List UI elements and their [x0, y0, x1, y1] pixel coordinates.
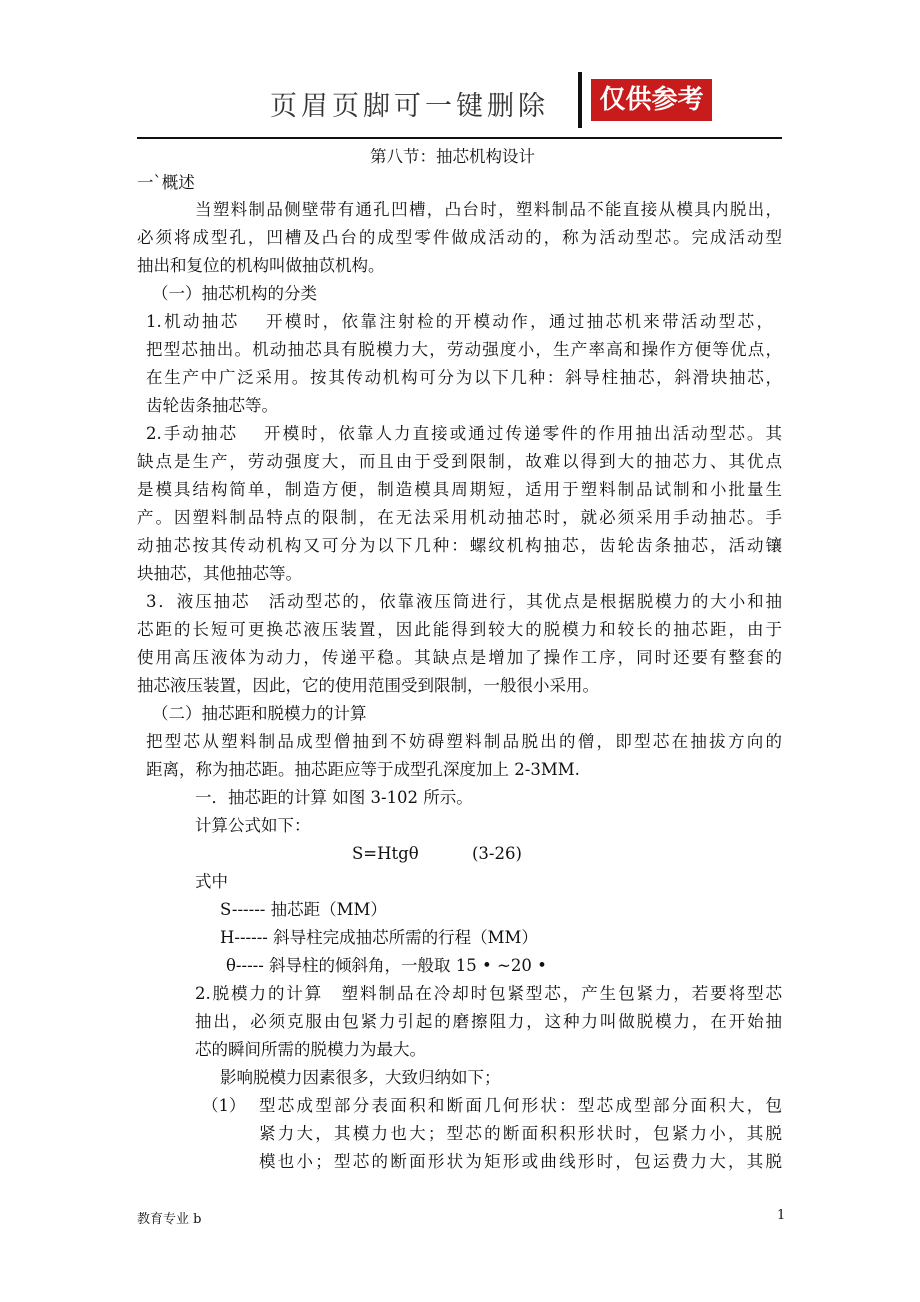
item3-line: 使用高压液体为动力，传递平稳。其缺点是增加了操作工序，同时还要有整套的: [137, 648, 782, 667]
formula-number: (3-26): [472, 844, 522, 863]
definition-line: θ----- 斜导柱的倾斜角，一般取 15 • ~20 •: [226, 956, 547, 975]
item1-line: 齿轮齿条抽芯等。: [146, 396, 278, 415]
factor-line: 型芯成型部分表面积和断面几何形状：型芯成型部分面积大，包: [259, 1096, 782, 1115]
item2-line: 产。因塑料制品特点的限制，在无法采用机动抽芯时，就必须采用手动抽芯。手: [137, 508, 782, 527]
item2-line: 2.手动抽芯 开模时，依靠人力直接或通过传递零件的作用抽出活动型芯。其: [146, 424, 782, 443]
definition-line: S------ 抽芯距（MM）: [220, 900, 387, 919]
force-line: 2.脱模力的计算 塑料制品在冷却时包紧型芯，产生包紧力，若要将型芯: [195, 984, 782, 1003]
page-number: 1: [777, 1208, 786, 1223]
header-watermark-text: 页眉页脚可一键删除: [270, 91, 549, 122]
section-title: 第八节：抽芯机构设计: [370, 147, 535, 166]
definition-line: H------ 斜导柱完成抽芯所需的行程（MM）: [220, 928, 538, 947]
item2-line: 缺点是生产，劳动强度大，而且由于受到限制，故难以得到大的抽芯力、其优点: [137, 452, 782, 471]
item1-line: 把型芯抽出。机动抽芯具有脱模力大，劳动强度小，生产率高和操作方便等优点，: [146, 340, 782, 359]
formula: S=Htgθ: [352, 844, 419, 863]
item1-line: 在生产中广泛采用。按其传动机构可分为以下几种：斜导柱抽芯，斜滑块抽芯，: [146, 368, 782, 387]
force-line: 抽出，必须克服由包紧力引起的磨擦阻力，这种力叫做脱模力，在开始抽: [195, 1012, 782, 1031]
para1-line: 当塑料制品侧壁带有通孔凹槽，凸台时，塑料制品不能直接从模具内脱出，: [195, 200, 782, 219]
force-line: 芯的瞬间所需的脱模力为最大。: [195, 1040, 426, 1059]
item1-line: 1.机动抽芯 开模时，依靠注射检的开模动作，通过抽芯机来带活动型芯，: [146, 312, 773, 331]
header-rule: [137, 137, 782, 139]
factor-line: 模也小；型芯的断面形状为矩形或曲线形时，包运费力大，其脱: [259, 1152, 782, 1171]
subheading-calculation: （二）抽芯距和脱模力的计算: [152, 704, 367, 723]
reference-only-badge: 仅供参考: [591, 79, 712, 121]
item3-line: 芯距的长短可更换芯液压装置，因此能得到较大的脱模力和较长的抽芯距，由于: [137, 620, 782, 639]
item2-line: 块抽芯，其他抽芯等。: [137, 564, 302, 583]
para1-line: 抽出和复位的机构叫做抽苡机构。: [137, 256, 385, 275]
factors-intro: 影响脱模力因素很多，大致归纳如下；: [220, 1068, 501, 1087]
header-separator: [578, 72, 582, 128]
item3-line: 抽芯液压装置，因此，它的使用范围受到限制，一般很小采用。: [137, 676, 599, 695]
where-label: 式中: [195, 872, 228, 891]
item3-line: 3．液压抽芯 活动型芯的，依靠液压筒进行，其优点是根据脱模力的大小和抽: [146, 592, 782, 611]
subheading-classification: （一）抽芯机构的分类: [152, 284, 317, 303]
factor-line: 紧力大，其模力也大；型芯的断面积积形状时，包紧力小，其脱: [259, 1124, 782, 1143]
overview-heading: 一`概述: [137, 173, 195, 192]
item2-line: 是模具结构简单，制造方便，制造模具周期短，适用于塑料制品试制和小批量生: [137, 480, 782, 499]
item2-line: 动抽芯按其传动机构又可分为以下几种：螺纹机构抽芯，齿轮齿条抽芯，活动镶: [137, 536, 782, 555]
para2-line: 把型芯从塑料制品成型僧抽到不妨碍塑料制品脱出的僧，即型芯在抽拔方向的: [146, 732, 782, 751]
para1-line: 必须将成型孔，凹槽及凸台的成型零件做成活动的，称为活动型芯。完成活动型: [137, 228, 782, 247]
factor-number: （1）: [202, 1096, 246, 1115]
footer-label: 教育专业 b: [137, 1212, 202, 1227]
para2-line: 距离，称为抽芯距。抽芯距应等于成型孔深度加上 2-3MM.: [146, 760, 580, 779]
calc-heading: 一．抽芯距的计算 如图 3-102 所示。: [195, 788, 473, 807]
formula-intro: 计算公式如下：: [195, 816, 311, 835]
